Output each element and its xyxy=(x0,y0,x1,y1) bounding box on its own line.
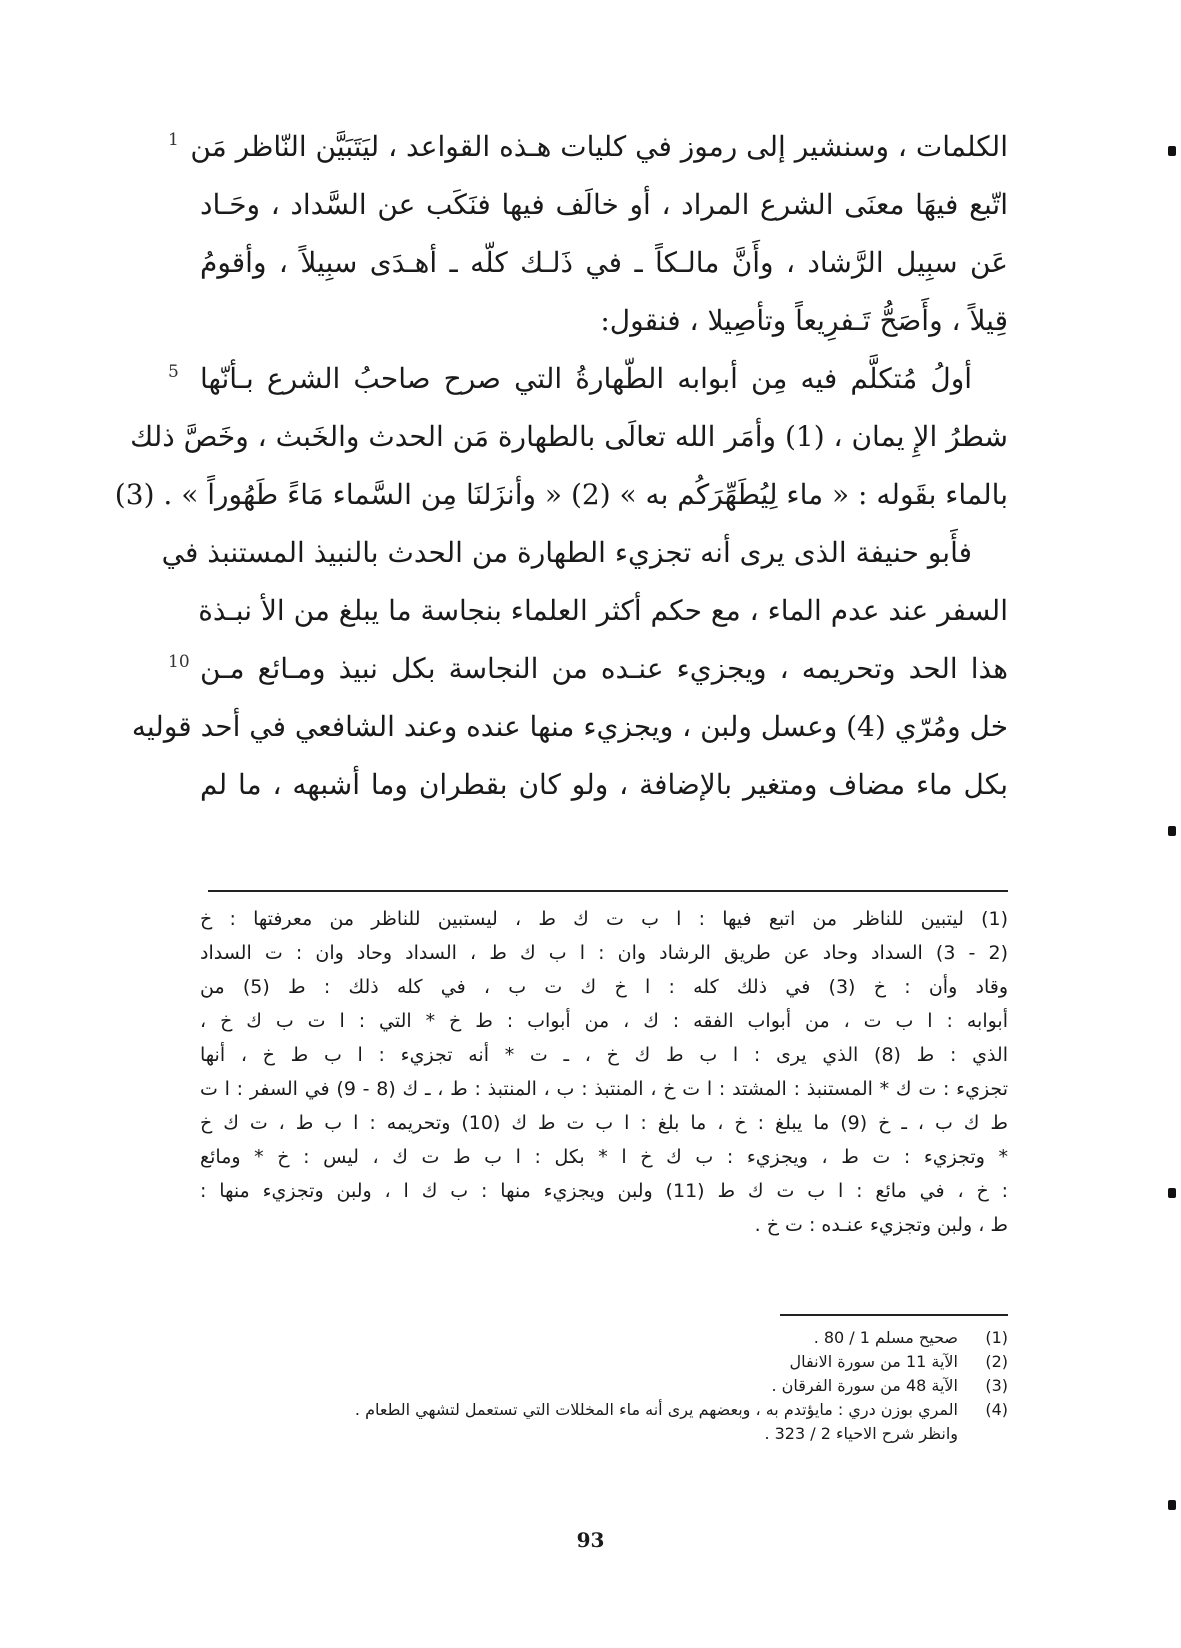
text-line: اتّبع فيهَا معنَى الشرع المراد ، أو خالَف فيها فنَكَب عن السَّداد ، وحَـاد xyxy=(200,188,1008,221)
footnote xyxy=(200,1326,1008,1350)
text-line: الكلمات ، وسنشير إلى رموز في كليات هـذه القواعد ، ليَتَبَيَّن النّاظر مَن xyxy=(190,130,1008,163)
text-line: السفر عند عدم الماء ، مع حكم أكثر العلماء بنجاسة ما يبلغ من الأ نبـذة xyxy=(198,594,1008,627)
line-number: 10 xyxy=(168,652,190,672)
footnote-number: (2) xyxy=(985,1352,1008,1371)
text-line: شطرُ الإِ يمان ، (1) وأمَر الله تعالَى بالطهارة مَن الحدث والخَبث ، وخَصَّ ذلك xyxy=(130,420,1008,453)
variant-line: ط ك ب ، ـ خ (9) ما يبلغ : خ ، ما بلغ : ا ب ت ط ك (10) وتحريمه : ا ب ط ، ت ك خ xyxy=(200,1112,1008,1134)
footnotes xyxy=(200,1326,1008,1446)
line-number: 1 xyxy=(168,130,179,150)
separator-rule xyxy=(208,890,1008,892)
footnote-number: (3) xyxy=(985,1376,1008,1395)
text-line: قِيلاً ، وأَصَحُّ تَـفرِيعاً وتأصِيلا ، فنقول: xyxy=(600,304,1008,337)
variant-line: الذي : ط (8) الذي يرى : ا ب ط ك خ ، ـ ت * أنه تجزيء : ا ب ط خ ، أنها xyxy=(200,1044,1008,1066)
footnote xyxy=(200,1398,1008,1422)
footnote-text: المري بوزن دري : مايؤتدم به ، وبعضهم يرى أنه ماء المخللات التي تستعمل لتشهي الطعام . xyxy=(354,1400,958,1419)
variant-line: أبوابه : ا ب ت ، من أبواب الفقه : ك ، من أبواب : ط خ * التي : ا ت ب ك خ ، xyxy=(200,1010,1008,1032)
variant-line: (2 - 3) السداد وحاد عن طريق الرشاد وان : ا ب ك ط ، السداد وحاد وان : ت السداد xyxy=(200,942,1009,964)
footnote-rule xyxy=(780,1314,1008,1316)
variant-line: تجزيء : ت ك * المستنبذ : المشتد : ا ت خ ، المنتبذ : ب ، المنتبذ : ط ، ـ ك (8 - 9) في السفر : ا ت xyxy=(200,1078,1008,1100)
text-line: خل ومُرّي (4) وعسل ولبن ، ويجزيء منها عنده وعند الشافعي في أحد قوليه xyxy=(131,710,1008,743)
variant-line: : خ ، في مائع : ا ب ت ك ط (11) ولبن ويجزيء منها : ب ك ا ، ولبن وتجزيء منها : xyxy=(200,1180,1009,1202)
text-line: فأَبو حنيفة الذى يرى أنه تجزيء الطهارة من الحدث بالنبيذ المستنبذ في xyxy=(161,536,972,569)
scan-mark xyxy=(1168,826,1176,836)
text-line: بالماء بقَوله : « ماء لِيُطَهِّرَكُم به » (2) « وأنزَلنَا مِن السَّماء مَاءً طَهُوراً » . (3) xyxy=(114,478,1008,511)
footnote-text: صحيح مسلم 1 / 80 . xyxy=(813,1328,958,1347)
text-line: عَن سبِيل الرَّشاد ، وأَنَّ مالـكاً ـ في ذَلـك كلّه ـ أهـدَى سبِيلاً ، وأقومُ xyxy=(200,246,1009,279)
scan-mark xyxy=(1168,1500,1176,1510)
footnote xyxy=(200,1350,1008,1374)
variants-apparatus xyxy=(200,902,1008,1242)
variant-line: * وتجزيء : ت ط ، ويجزيء : ب ك خ ا * بكل : ا ب ط ت ك ، ليس : خ * ومائع xyxy=(200,1146,1008,1168)
page-number: 93 xyxy=(576,1528,605,1552)
footnote-continuation: وانظر شرح الاحياء 2 / 323 . xyxy=(764,1424,958,1443)
line-number: 5 xyxy=(168,362,179,382)
text-line: بكل ماء مضاف ومتغير بالإضافة ، ولو كان بقطران وما أشبهه ، ما لم xyxy=(200,768,1008,801)
scan-mark xyxy=(1168,1188,1176,1198)
footnote-number: (1) xyxy=(985,1328,1008,1347)
footnote-text: الآية 48 من سورة الفرقان . xyxy=(771,1376,958,1395)
footnote-text: الآية 11 من سورة الانفال xyxy=(789,1352,958,1371)
text-line: هذا الحد وتحريمه ، ويجزيء عنـده من النجاسة بكل نبيذ ومـائع مـن xyxy=(200,652,1008,685)
variant-line: وقاد وأن : خ (3) في ذلك كله : ا خ ك ت ب ، في كله ذلك : ط (5) من xyxy=(200,976,1008,998)
footnote-number: (4) xyxy=(985,1400,1008,1419)
scan-mark xyxy=(1168,146,1176,156)
variant-line: (1) ليتبين للناظر من اتبع فيها : ا ب ت ك ط ، ليستبين للناظر من معرفتها : خ xyxy=(200,908,1008,930)
text-line: أولُ مُتكلَّم فيه مِن أبوابه الطّهارةُ التي صرح صاحبُ الشرع بـأنّها xyxy=(200,362,972,395)
footnote xyxy=(200,1374,1008,1398)
variant-line: ط ، ولبن وتجزيء عنـده : ت خ . xyxy=(754,1214,1008,1236)
